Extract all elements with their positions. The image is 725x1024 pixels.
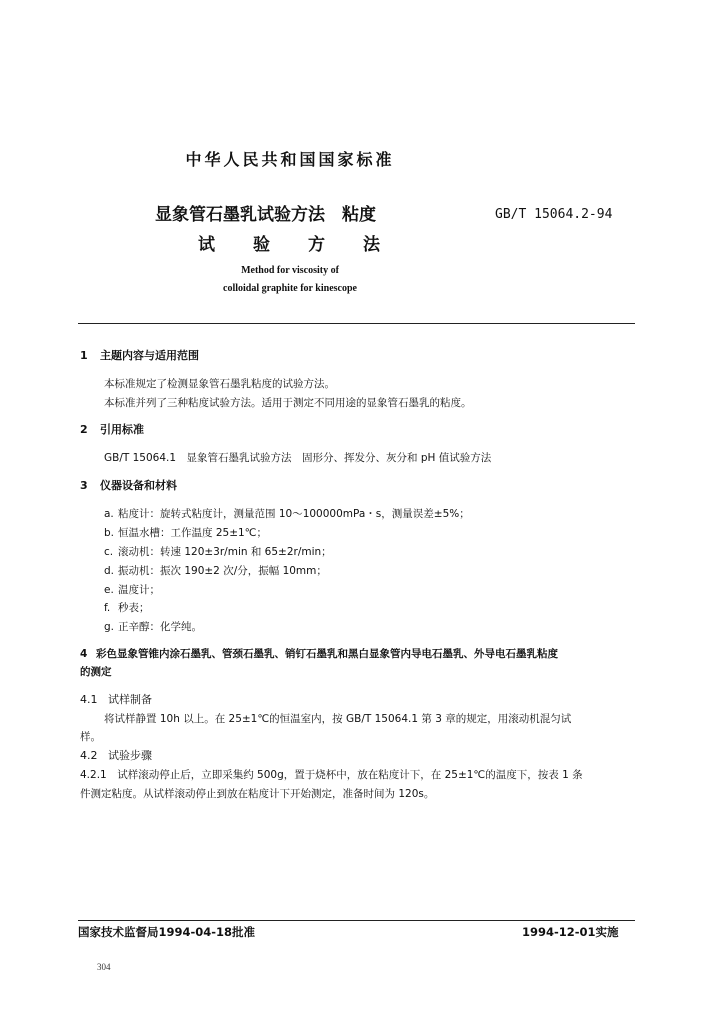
footer-divider [78,920,635,921]
section-2-heading [80,421,144,437]
section-number: 2 [80,423,88,436]
implementation-date: 1994-12-01实施 [522,925,619,939]
section-1-paragraph-1: 本标准规定了检测显象管石墨乳粘度的试验方法。 [104,378,335,390]
standard-code: GB/T 15064.2-94 [495,207,613,222]
list-item: f. 秒表； [104,602,150,614]
reference-standard: GB/T 15064.1 显象管石墨乳试验方法 固形分、挥发分、灰分和 pH 值试验方法 [104,452,492,464]
list-item: a. 粘度计：旋转式粘度计，测量范围 10～100000mPa・s，测量误差±5%； [104,508,470,520]
subsection-4-1-heading [80,691,152,707]
subsection-number: 4.1 [80,693,98,706]
section-title: 仪器设备和材料 [100,479,177,492]
list-item: e. 温度计； [104,584,160,596]
section-1-heading [80,347,199,363]
english-title-line1: Method for viscosity of [241,265,339,276]
clause-4-2-1: 4.2.1 试样滚动停止后，立即采集约 500g，置于烧杯中，放在粘度计下，在 25±1℃的温度下，按表 1 条 [80,769,583,781]
clause-4-2-1-continued: 件测定粘度。从试样滚动停止到放在粘度计下开始测定，准备时间为 120s。 [80,788,435,800]
section-number: 1 [80,349,88,362]
list-item: b. 恒温水槽：工作温度 25±1℃； [104,527,267,539]
list-item: d. 振动机：振次 190±2 次/分，振幅 10mm； [104,565,327,577]
section-number: 4 [80,648,88,660]
page-number: 304 [97,962,111,972]
standard-title-line1: 显象管石墨乳试验方法 粘度 [155,205,376,225]
section-4-heading-continued: 的测定 [80,666,112,678]
subsection-title: 试验步骤 [108,749,152,762]
section-4-heading [80,646,558,661]
english-title-line2: colloidal graphite for kinescope [223,283,357,294]
section-1-paragraph-2: 本标准并列了三种粘度试验方法。适用于测定不同用途的显象管石墨乳的粘度。 [104,397,472,409]
subsection-number: 4.2 [80,749,98,762]
section-3-heading [80,477,177,493]
subsection-4-1-paragraph: 将试样静置 10h 以上。在 25±1℃的恒温室内，按 GB/T 15064.1 第 3 章的规定，用滚动机混匀试 [104,713,572,725]
list-item: c. 滚动机：转速 120±3r/min 和 65±2r/min； [104,546,332,558]
header-divider [78,323,635,324]
subsection-title: 试样制备 [108,693,152,706]
section-title: 主题内容与适用范围 [100,349,199,362]
section-title: 引用标准 [100,423,144,436]
subsection-4-1-paragraph-continued: 样。 [80,731,101,743]
national-standard-title: 中华人民共和国国家标准 [185,150,395,169]
section-number: 3 [80,479,88,492]
list-item: g. 正辛醇：化学纯。 [104,621,202,633]
approval-date: 国家技术监督局1994-04-18批准 [78,925,256,939]
section-title: 彩色显象管锥内涂石墨乳、管颈石墨乳、销钉石墨乳和黑白显象管内导电石墨乳、外导电石墨乳粘度 [96,648,558,660]
subsection-4-2-heading [80,747,152,763]
standard-title-line2: 试验方法 [198,235,418,255]
